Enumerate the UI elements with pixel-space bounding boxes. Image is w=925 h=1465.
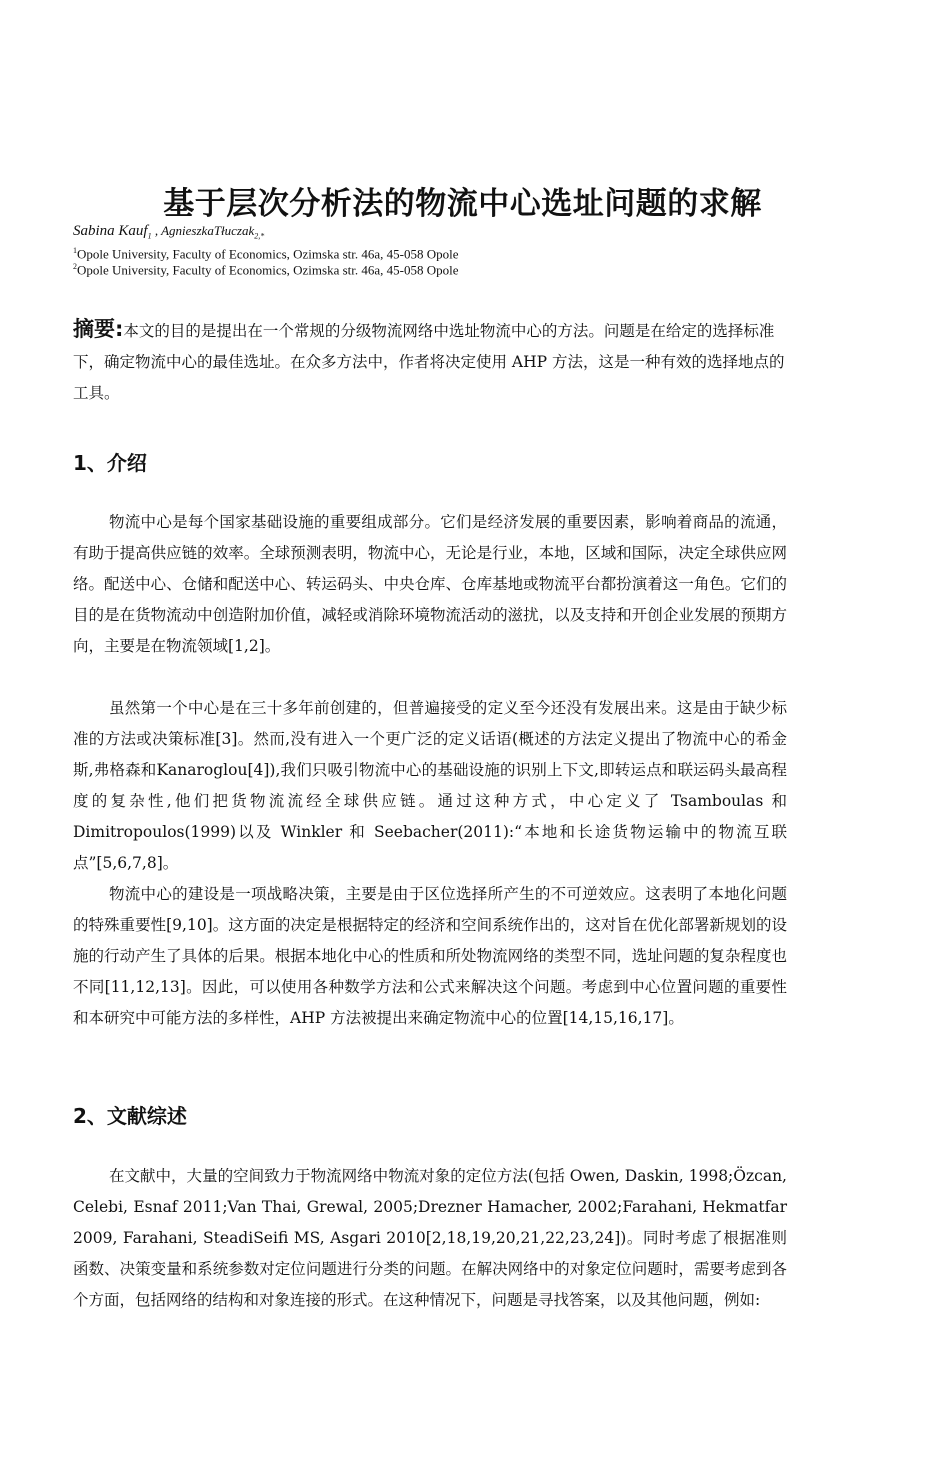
affiliation-number: 2 — [73, 262, 77, 271]
affiliation-number: 1 — [73, 246, 77, 255]
author-line — [73, 223, 264, 241]
body-paragraph: 物流中心是每个国家基础设施的重要组成部分。它们是经济发展的重要因素，影响着商品的流通，有助于提高供应链的效率。全球预测表明，物流中心，无论是行业，本地，区域和国际，决定全球供应网络。配送中心、仓储和配送中心、转运码头、中央仓库、仓库基地或物流平台都扮演着这一角色。它们的目的是在货物流动中创造附加价值，减轻或消除环境物流活动的滋扰，以及支持和开创企业发展的预期方向，主要是在物流领域[1,2]。 — [73, 513, 787, 655]
author-2-affiliation-mark: 2,* — [254, 231, 265, 241]
abstract-text: 本文的目的是提出在一个常规的分级物流网络中选址物流中心的方法。问题是在给定的选择标准下，确定物流中心的最佳选址。在众多方法中，作者将决定使用 AHP 方法，这是一种有效的选择地点的工具。 — [73, 322, 785, 402]
section-heading-introduction: 1、介绍 — [73, 451, 147, 475]
body-paragraph: 虽然第一个中心是在三十多年前创建的，但普遍接受的定义至今还没有发展出来。这是由于缺少标准的方法或决策标准[3]。然而,没有进入一个更广泛的定义话语(概述的方法定义提出了物流中心的希金斯,弗格森和Kanaroglou[4]),我们只吸引物流中心的基础设施的识别上下文,即转运点和联运码头最高程度的复杂性,他们把货物流流经全球供应链。通过这种方式，中心定义了 Tsamboulas 和 Dimitropoulos(1999)以及 Winkler 和 Seebacher(2011):“本地和长途货物运输中的物流互联点”[5,6,7,8]。 — [73, 699, 787, 872]
section-heading-literature-review: 2、文献综述 — [73, 1104, 187, 1128]
author-1-affiliation-mark: 1 — [147, 231, 152, 241]
author-2: AgnieszkaTłuczak — [161, 223, 255, 238]
paper-title: 基于层次分析法的物流中心选址问题的求解 — [163, 186, 762, 222]
body-paragraph: 物流中心的建设是一项战略决策，主要是由于区位选择所产生的不可逆效应。这表明了本地化问题的特殊重要性[9,10]。这方面的决定是根据特定的经济和空间系统作出的，这对旨在优化部署新规划的设施的行动产生了具体的后果。根据本地化中心的性质和所处物流网络的类型不同，选址问题的复杂程度也不同[11,12,13]。因此，可以使用各种数学方法和公式来解决这个问题。考虑到中心位置问题的重要性和本研究中可能方法的多样性，AHP 方法被提出来确定物流中心的位置[14,15,16,17]。 — [73, 885, 787, 1027]
author-separator: , — [151, 223, 162, 238]
affiliation-text: Opole University, Faculty of Economics, Ozimska str. 46a, 45-058 Opole — [77, 262, 459, 278]
abstract-label: 摘要: — [73, 317, 124, 341]
affiliation-text: Opole University, Faculty of Economics, Ozimska str. 46a, 45-058 Opole — [77, 246, 459, 262]
author-1: Sabina Kauf — [73, 223, 148, 239]
affiliation-2 — [73, 262, 459, 278]
abstract — [73, 314, 787, 409]
body-paragraph: 在文献中，大量的空间致力于物流网络中物流对象的定位方法(包括 Owen, Daskin, 1998;Özcan, Celebi, Esnaf 2011;Van Thai, Grewal, 2005;Drezner Hamacher, 2002;Farahani, Hekmatfar 2009, Farahani, SteadiSeifi MS, Asgari 2010[2,18,19,20,21,22,23,24])。同时考虑了根据准则函数、决策变量和系统参数对定位问题进行分类的问题。在解决网络中的对象定位问题时，需要考虑到各个方面，包括网络的结构和对象连接的形式。在这种情况下，问题是寻找答案，以及其他问题，例如: — [73, 1167, 787, 1309]
affiliation-1 — [73, 246, 459, 262]
